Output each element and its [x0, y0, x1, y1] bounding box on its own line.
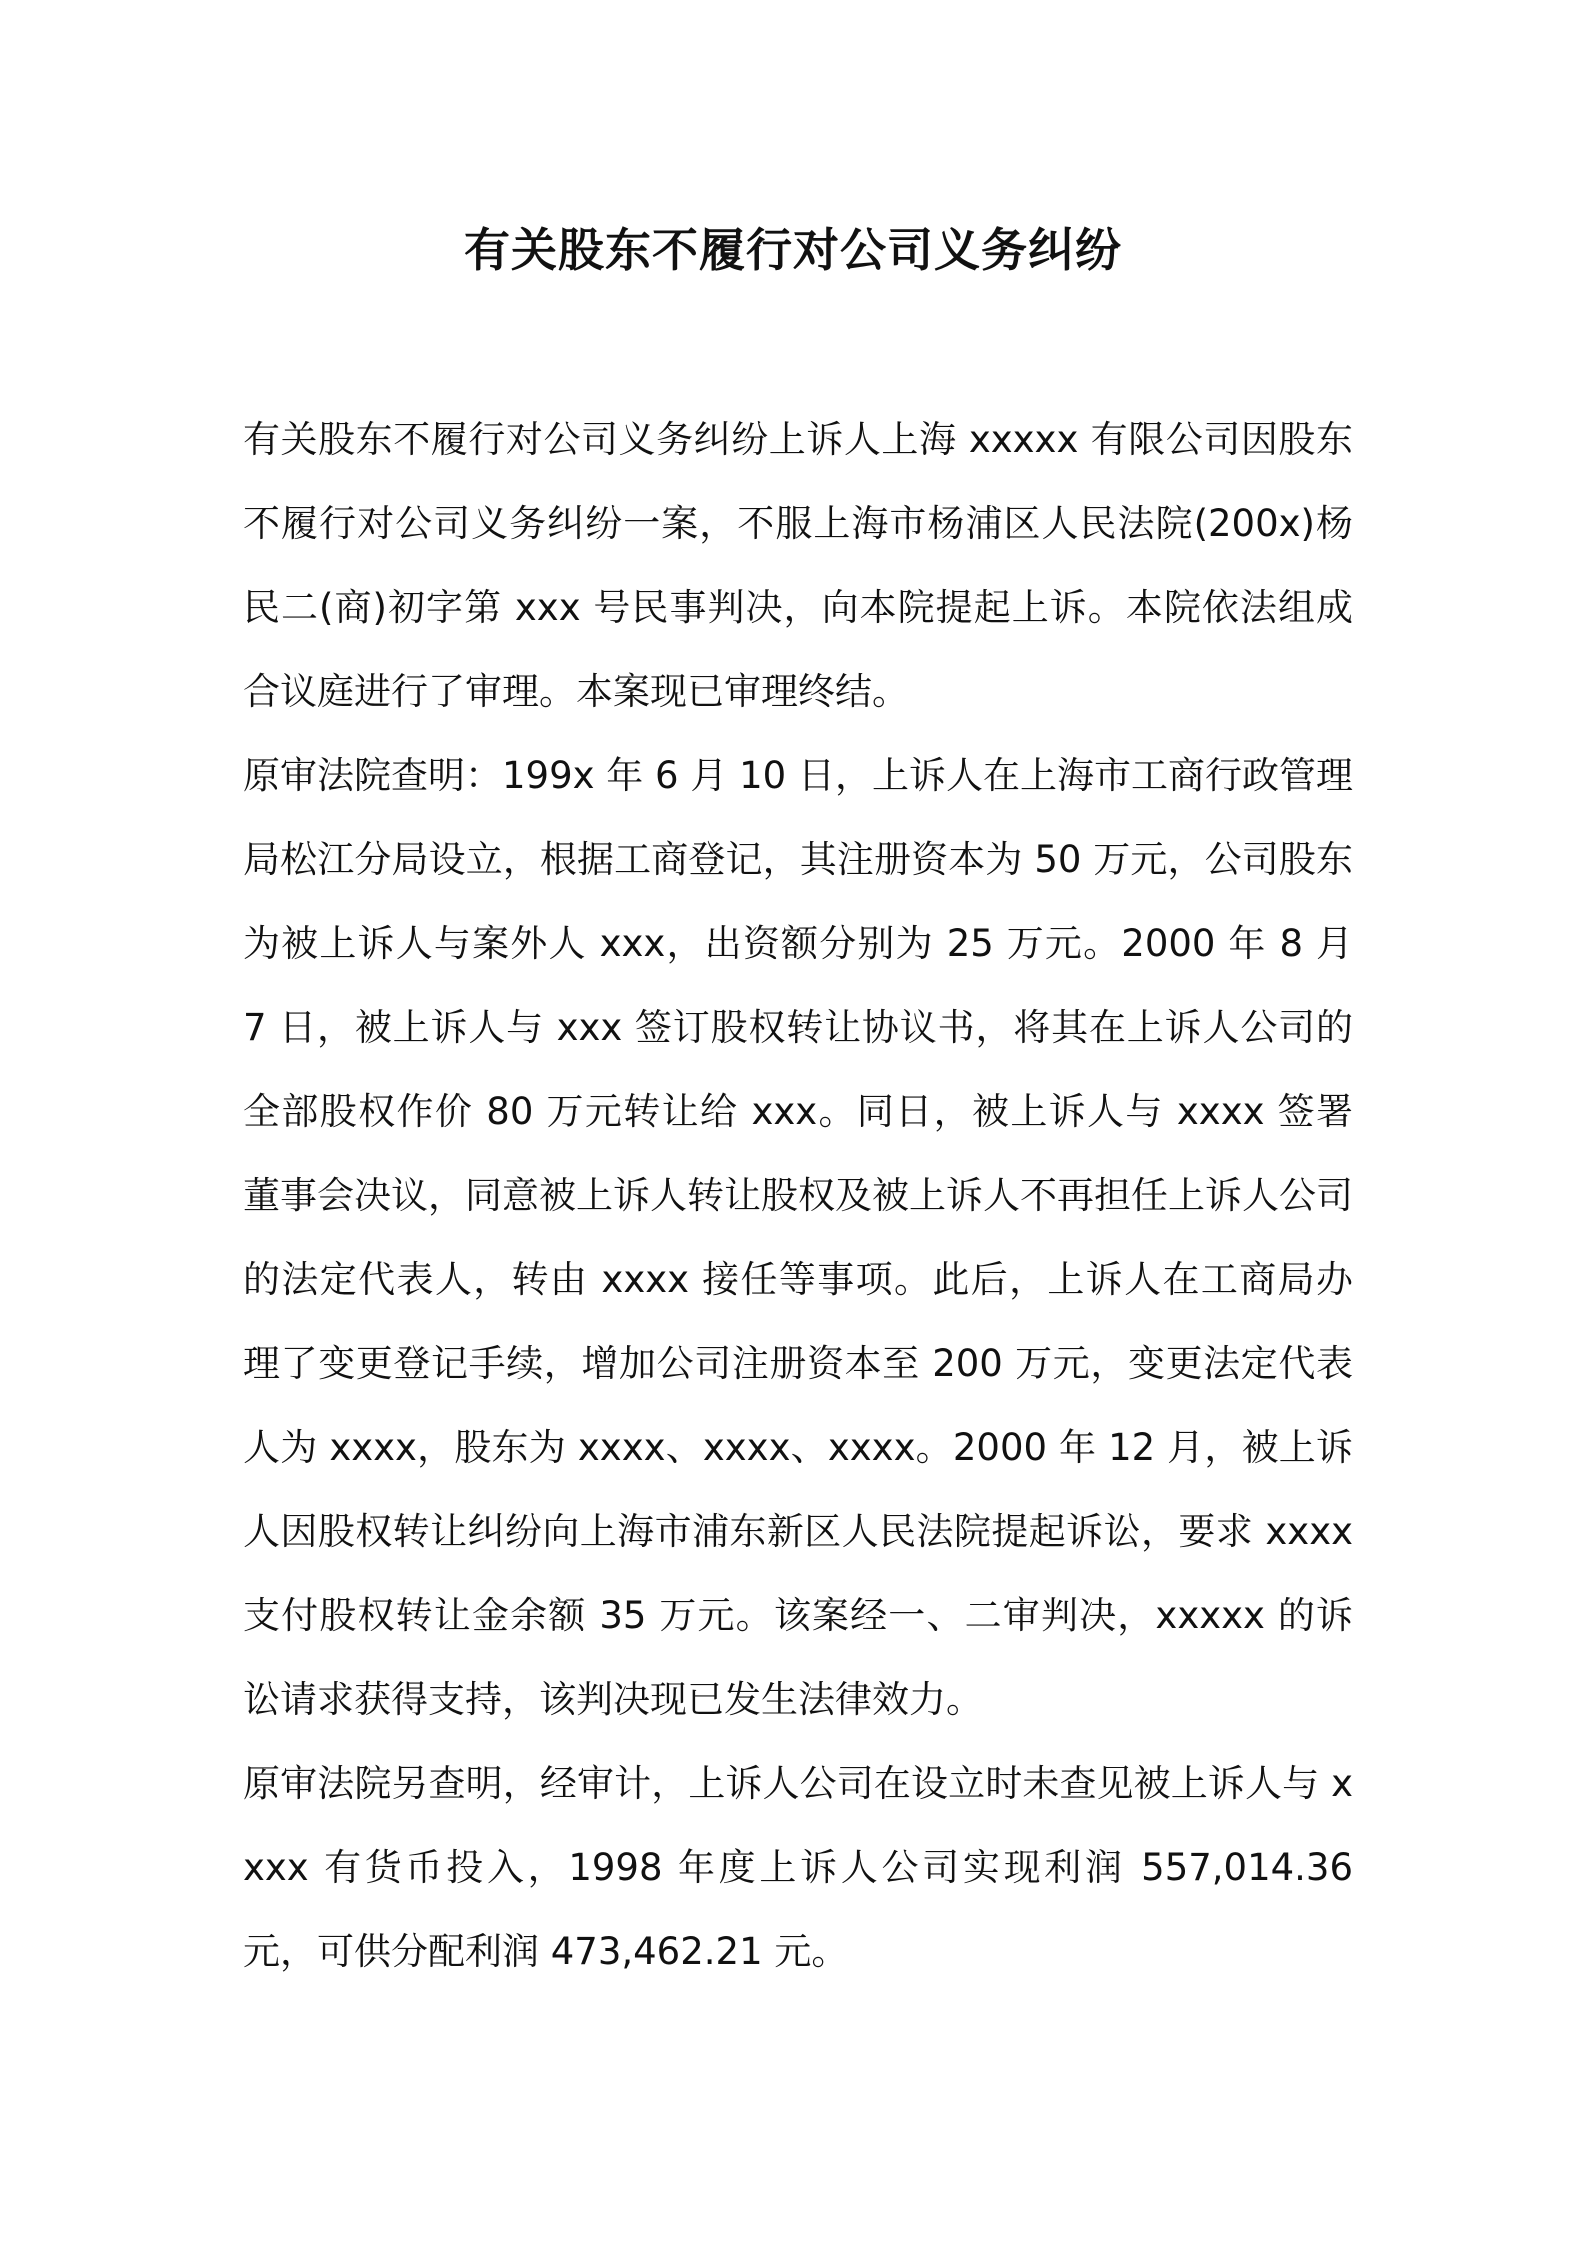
- paragraph-original-findings: 原审法院查明：199x 年 6 月 10 日，上诉人在上海市工商行政管理局松江分局设立，根据工商登记，其注册资本为 50 万元，公司股东为被上诉人与案外人 xxx，出资额分别为 25 万元。2000 年 8 月 7 日，被上诉人与 xxx 签订股权转让协议书，将其在上诉人公司的全部股权作价 80 万元转让给 xxx。同日，被上诉人与 xxxx 签署董事会决议，同意被上诉人转让股权及被上诉人不再担任上诉人公司的法定代表人，转由 xxxx 接任等事项。此后，上诉人在工商局办理了变更登记手续，增加公司注册资本至 200 万元，变更法定代表人为 xxxx，股东为 xxxx、xxxx、xxxx。2000 年 12 月，被上诉人因股权转让纠纷向上海市浦东新区人民法院提起诉讼，要求 xxxx 支付股权转让金余额 35 万元。该案经一、二审判决，xxxxx 的诉讼请求获得支持，该判决现已发生法律效力。: [243, 754, 1353, 1721]
- paragraph-additional-findings: 原审法院另查明，经审计，上诉人公司在设立时未查见被上诉人与 xxxx 有货币投入，1998 年度上诉人公司实现利润 557,014.36 元，可供分配利润 473,462.21 元。: [243, 1762, 1353, 1973]
- document-title: 有关股东不履行对公司义务纠纷: [464, 223, 1122, 277]
- document-body: [243, 398, 1353, 1994]
- paragraph-appeal-summary: 有关股东不履行对公司义务纠纷上诉人上海 xxxxx 有限公司因股东不履行对公司义务纠纷一案，不服上海市杨浦区人民法院(200x)杨民二(商)初字第 xxx 号民事判决，向本院提起上诉。本院依法组成合议庭进行了审理。本案现已审理终结。: [243, 418, 1353, 713]
